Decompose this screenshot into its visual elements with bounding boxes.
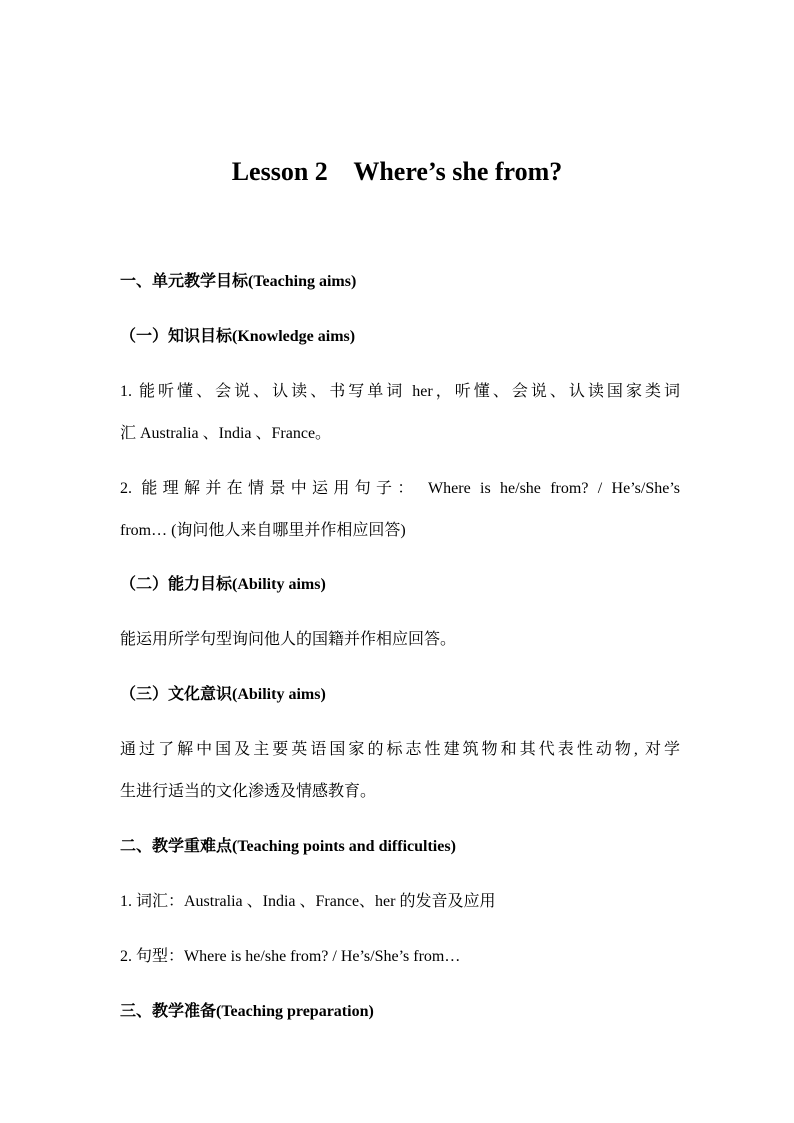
teaching-point-vocabulary: 1. 词汇：Australia 、India 、France、her 的发音及应用 [120,893,496,910]
knowledge-item-1-line-1: 1. 能听懂、会说、认读、书写单词 her，听懂、会说、认读国家类词 [120,383,680,400]
knowledge-item-1-line-2: 汇 Australia 、India 、France。 [120,425,332,442]
page-title: Lesson 2 Where’s she from? [231,157,563,186]
knowledge-item-2-line-2: from… (询问他人来自哪里并作相应回答) [120,522,406,539]
cultural-text-line-2: 生进行适当的文化渗透及情感教育。 [120,783,377,800]
teaching-point-sentences: 2. 句型：Where is he/she from? / He’s/She’s from… [120,948,461,965]
subheading-knowledge-aims: （一）知识目标(Knowledge aims) [120,328,356,345]
subheading-ability-aims: （二）能力目标(Ability aims) [120,576,326,593]
cultural-text-line-1: 通过了解中国及主要英语国家的标志性建筑物和其代表性动物, 对学 [120,741,680,758]
subheading-cultural-awareness: （三）文化意识(Ability aims) [120,686,326,703]
section-heading-teaching-preparation: 三、教学准备(Teaching preparation) [120,1003,374,1020]
section-heading-teaching-aims: 一、单元教学目标(Teaching aims) [120,273,357,290]
section-heading-teaching-points: 二、教学重难点(Teaching points and difficulties) [120,838,456,855]
knowledge-item-2-line-1: 2. 能理解并在情景中运用句子： Where is he/she from? / He’s/She’s [120,480,680,497]
ability-aims-text: 能运用所学句型询问他人的国籍并作相应回答。 [120,631,457,648]
